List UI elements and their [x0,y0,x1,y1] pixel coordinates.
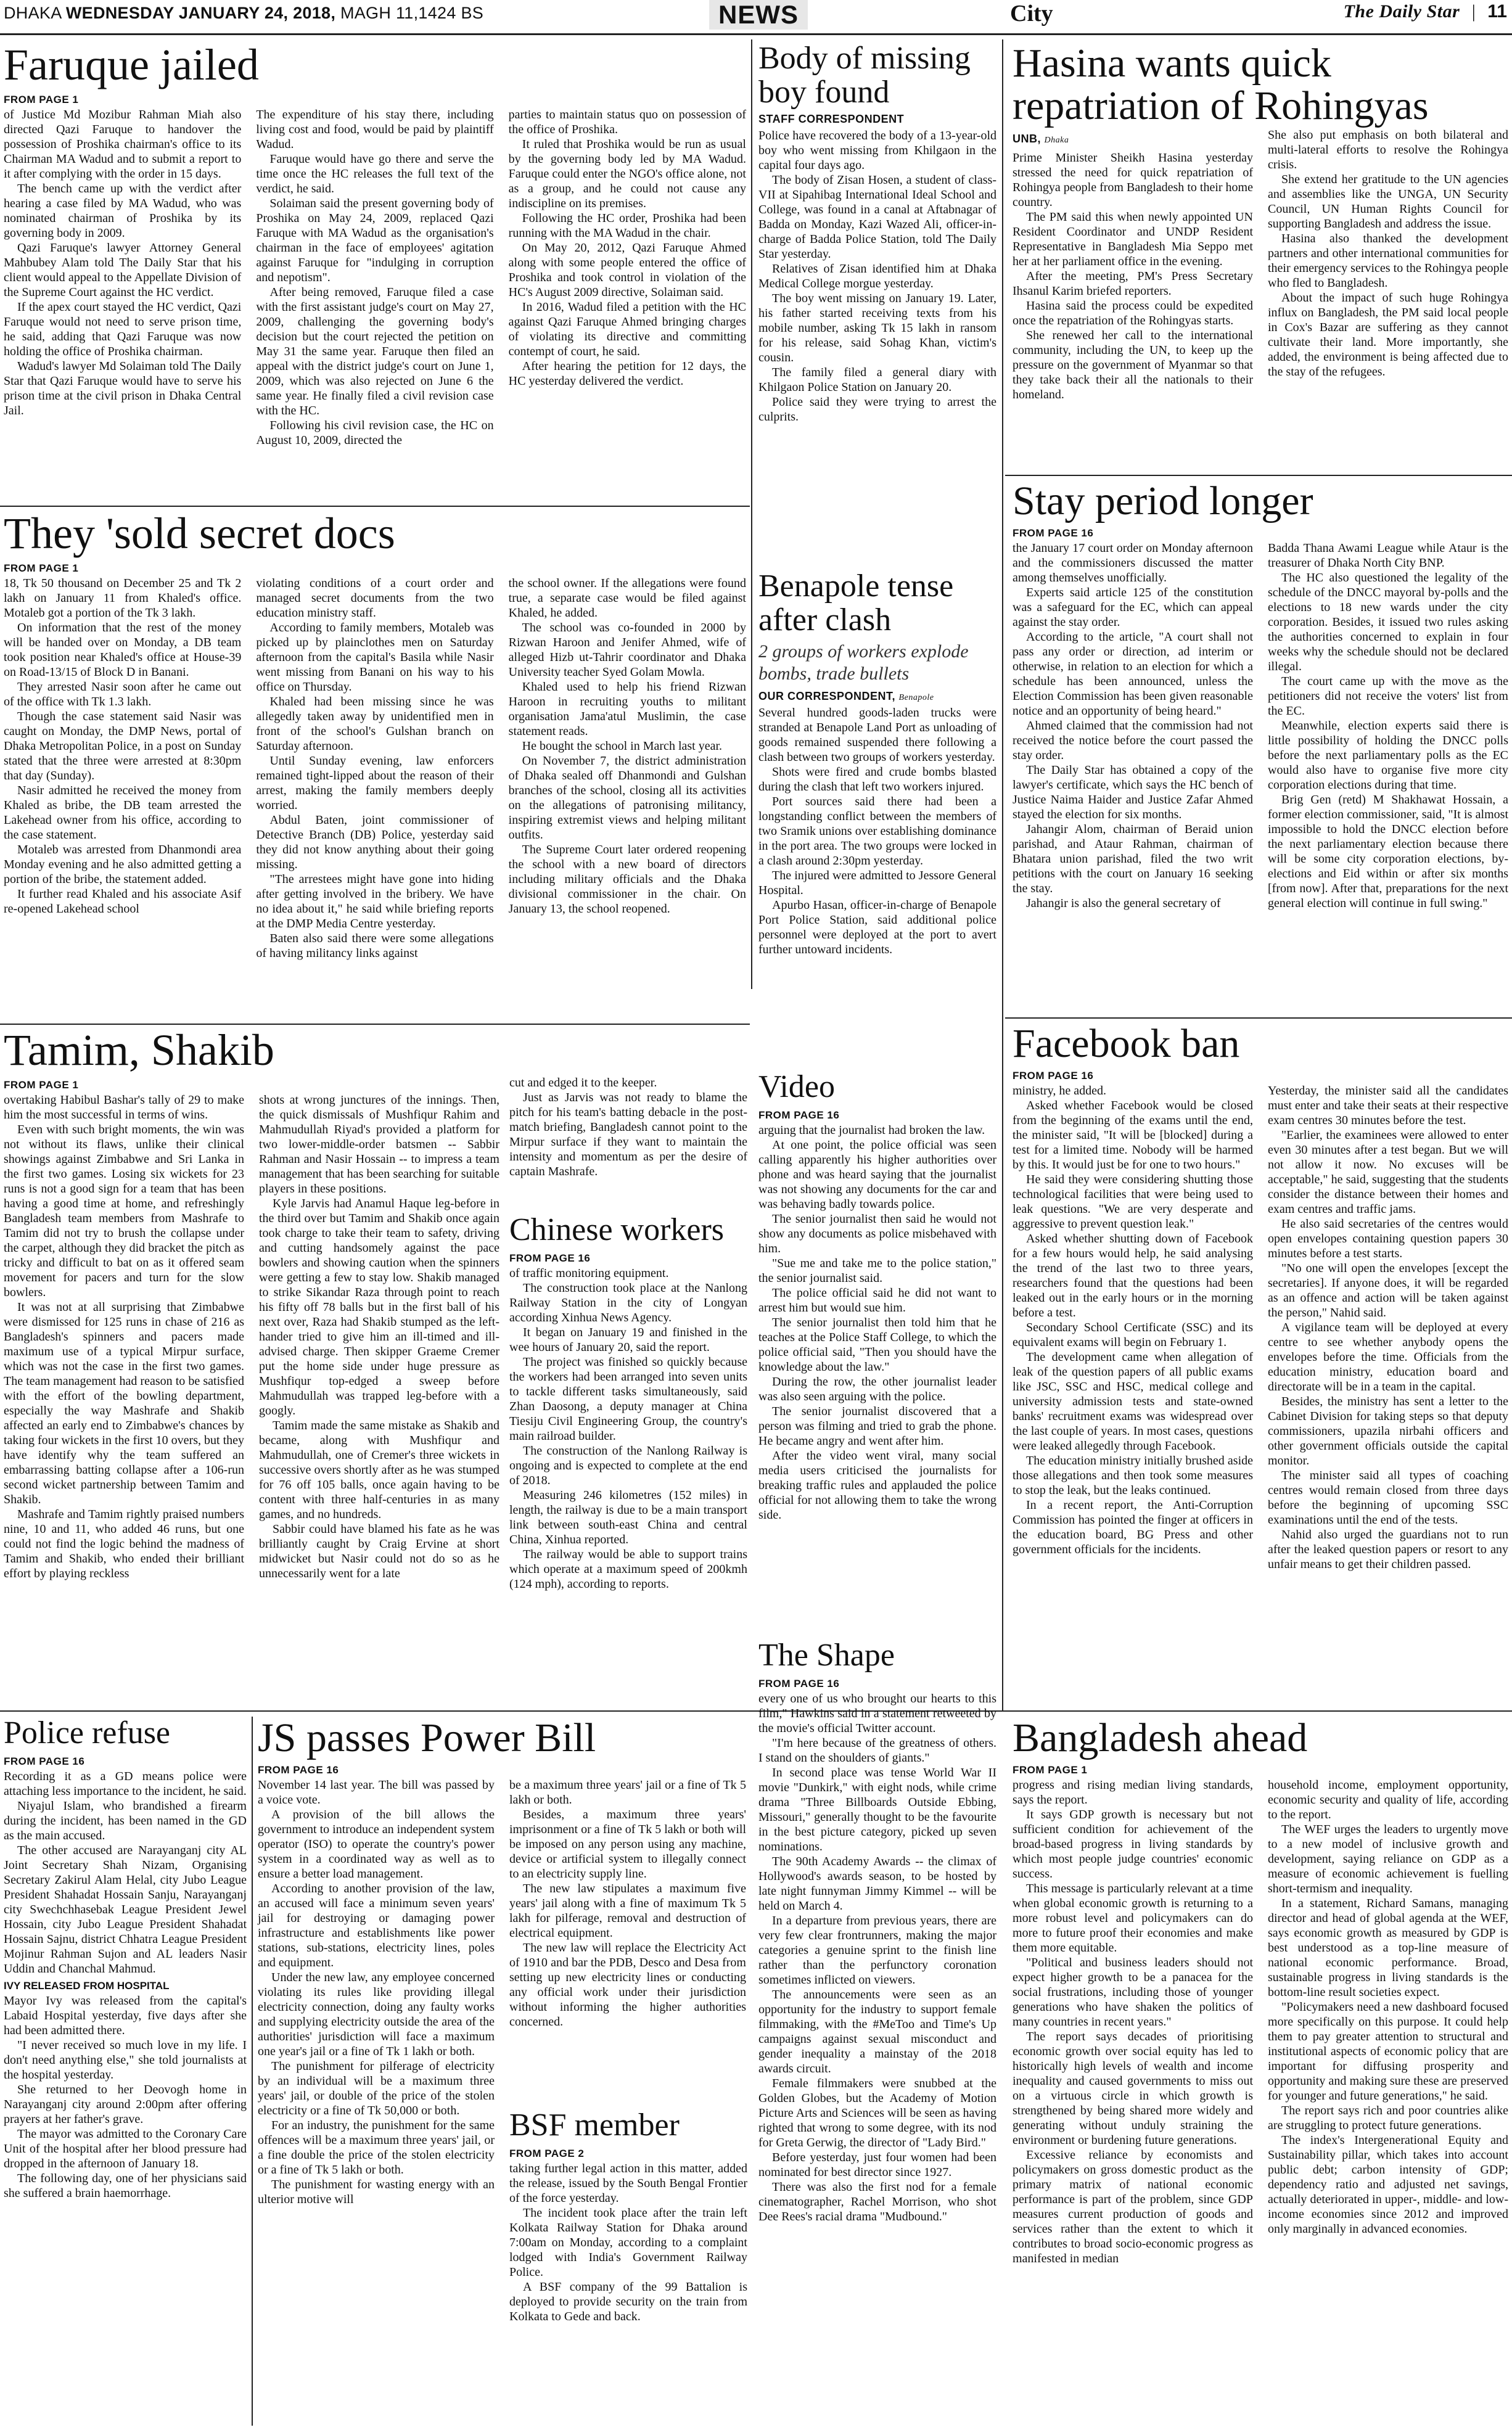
subsection-label: City [1010,1,1053,27]
paragraph: the school owner. If the allegations were found true, a separate case would be filed against Khaled, he added. [508,576,746,620]
headline: Hasina wants quick repatriation of Rohingyas [1013,41,1429,129]
column-rule-3 [252,1717,253,2426]
story-rule [1005,475,1512,476]
paragraph: Ahmed claimed that the commission had not received the notice before the court passed the stay order. [1013,719,1253,763]
paragraph: Yesterday, the minister said all the candidates must enter and take their seats at their respective exam centres 30 minutes before the test. [1268,1084,1508,1128]
paragraph: This message is particularly relevant at a time when global economic growth is returning to a more robust level and policymakers can do more to future proof their economies and make them more equitable. [1013,1882,1253,1955]
kicker: FROM PAGE 16 [1013,1070,1094,1082]
byline-name: UNB, [1013,132,1041,145]
story-sold-secret-docs [4,511,746,961]
paragraph: Besides, the ministry has sent a letter to the Cabinet Division for taking steps so that deputy commissioners, upazila nirbahi officers and other government officials outside the capital monitor. [1268,1395,1508,1468]
story-faruque-jailed [4,42,746,448]
paragraph: On information that the rest of the money will be handed over on Monday, a DB team took position near Khaled's office at House-39 on Road-13/15 of Block D in Banani. [4,620,242,679]
column [4,1979,247,1993]
paragraph: Asked whether shutting down of Facebook for a few hours would help, he said analysing the trend of the last two to three years, researchers found that the questions had been leaked out in the early hours or in the morning before a test. [1013,1232,1253,1320]
masthead-dateline [4,4,483,23]
paragraph: Under the new law, any employee concerned violating its rules like providing illegal electricity connection, doing any faulty works and supplying electricity outside the area of the authorities' jurisdiction will face a maximum one year's jail or a fine of Tk 1 lakh or both. [258,1971,495,2059]
paragraph: The HC also questioned the legality of the schedule of the DNCC mayoral by-polls and the elections to 18 new wards under the city corporation. Besides, it issued two rules asking the authorities concerned to explain in four weeks why the schedule should not be declared illegal. [1268,571,1508,674]
paragraph: It began on January 19 and finished in the wee hours of January 20, said the report. [509,1325,747,1354]
paragraph: The education ministry initially brushed aside those allegations and then took some measures to stop the leak, but the leaks continued. [1013,1454,1253,1498]
paragraph: During the row, the other journalist leader was also seen arguing with the police. [758,1374,996,1403]
paragraph: arguing that the journalist had broken the law. [758,1123,985,1137]
story-chinese-workers [509,1213,747,1591]
headline: Police refuse [4,1715,171,1751]
paragraph: Recording it as a GD means police were attaching less importance to the incident, he said. [4,1769,247,1798]
paragraph: 18, Tk 50 thousand on December 25 and Tk 2 lakh on January 11 from Khaled's office. Motaleb got a portion of the Tk 3 lakh. [4,576,242,620]
paragraph: "I never received so much love in my life. I don't need anything else," she told journalists at the hospital yesterday. [4,2038,247,2082]
paragraph: She also put emphasis on both bilateral and multi-lateral efforts to resolve the Rohingya crisis. [1268,128,1508,171]
paragraph: Following his civil revision case, the HC on August 10, 2009, directed the [256,418,494,447]
paragraph: The index's Intergenerational Equity and Sustainability pillar, which takes into account public debt; carbon intensity of GDP; dependency ratio and adjusted net savings, actually deteriorated in upper-, middle- and low-income economies since 2012 and improved only marginally in advanced economies. [1268,2133,1508,2236]
story-hasina-rohingyas [1013,42,1508,402]
kicker: FROM PAGE 1 [4,93,79,105]
column [1013,1083,1253,1572]
byline [1013,131,1253,148]
story-rule [0,506,750,507]
paragraph: Qazi Faruque's lawyer Attorney General Mahbubey Alam told The Daily Star that his client would appeal to the Appellate Division of the Supreme Court against the HC verdict. [4,240,242,299]
paragraph: The court came up with the move as the petitioners did not receive the voters' list from the EC. [1268,675,1508,718]
masthead-date: WEDNESDAY JANUARY 24, 2018, [65,4,336,22]
story-the-shape [758,1639,996,2224]
paragraph: The minister said all types of coaching centres would remain closed from three days before the beginning of upcoming SSC examinations until the end of the tests. [1268,1469,1508,1527]
column-body [1013,150,1253,402]
paragraph: Shots were fired and crude bombs blasted during the clash that left two workers injured. [758,765,996,794]
paragraph: ministry, he added. [1013,1084,1107,1098]
paragraph: If the apex court stayed the HC verdict, Qazi Faruque would not need to serve prison time, he said, adding that Qazi Faruque was now holding the office of Proshika chairman. [4,300,242,358]
paragraph: Besides, a maximum three years' imprisonment or a fine of Tk 5 lakh or both will be imposed on any person using any machine, device or artificial system to illegally connect to an electricity supply line. [509,1808,747,1881]
section-label: NEWS [709,0,808,30]
paragraph: Faruque would have go there and serve the time once the HC releases the full text of the verdict, he said. [256,152,494,195]
paragraph: the January 17 court order on Monday afternoon and the commissioners discussed the matter among themselves unofficially. [1013,541,1253,585]
paragraph: In 2016, Wadud filed a petition with the HC against Qazi Faruque Ahmed bringing charges of violating its directive and committing contempt of court, he said. [508,300,746,358]
story-columns [1013,128,1508,402]
byline-name: OUR CORRESPONDENT, [758,690,896,703]
paragraph: Khaled used to help his friend Rizwan Haroon in recruiting youths to militant organisation Jama'atul Muslimin, the case statement reads. [508,679,746,738]
paragraph: In a departure from previous years, there are very few clear frontrunners, making the major categories a genuine sprint to the finish line rather than the perfunctory coronation sometimes inflicted on viewers. [758,1913,996,1987]
paragraph: Even with such bright moments, the win was not without its flaws, unlike their clinical showings against Zimbabwe and Sri Lanka in the first two games. Losing six wickets for 23 runs is not a good sign for a team that has been having a good time at home, and refreshingly Bangladesh team members from Mashrafe to Tamim did not try to brush the collapse under the carpet, although they did bracket the pitch as tricky and difficult to bat on as it offered seam movement for pacers and turn for the slow bowlers. [4,1122,244,1299]
story-tamim-shakib-cont [509,1075,747,1179]
paragraph: Though the case statement said Nasir was caught on Monday, the DMP News, portal of Dhaka Metropolitan Police, in a post on Sunday stated that the three were arrested at 8:30pm that day (Sunday). [4,709,242,782]
paragraph: parties to maintain status quo on possession of the office of Proshika. [508,107,746,136]
column [1268,1083,1508,1572]
paragraph: Nahid also urged the guardians not to run after the leaked question papers or resort to any unfair means to get their children passed. [1268,1528,1508,1572]
paragraph: In second place was tense World War II movie "Dunkirk," with eight nods, while crime drama "Three Billboards Outside Ebbing, Missouri," generally thought to be the favourite in the best picture category, picked up seven nominations. [758,1765,996,1853]
headline: Facebook ban [1013,1021,1240,1066]
paragraph: He also said secretaries of the centres would open envelopes containing question papers 30 minutes before a test starts. [1268,1217,1508,1261]
paragraph: The construction took place at the Nanlong Railway Station in the city of Longyan according Xinhua News Agency. [509,1281,747,1324]
column [1268,128,1508,402]
kicker: FROM PAGE 2 [509,2147,585,2159]
paragraph: taking further legal action in this matter, added the release, issued by the South Bengal Frontier of the force yesterday. [509,2161,747,2205]
paragraph: of Justice Md Mozibur Rahman Miah also directed Qazi Faruque to handover the possession of Proshika chairman's office to its Chairman MA Wadud and to submit a report to it after complying with the order in 15 days. [4,107,242,181]
column [758,1691,996,2224]
paragraph: On November 7, the district administration of Dhaka sealed off Dhanmondi and Gulshan branches of the school, closing all its activities on the allegations of patronising militancy, inspiring extremist views and helping militant outfits. [508,753,746,842]
paragraph: Mayor Ivy was released from the capital's Labaid Hospital yesterday, five days after she had been admitted there. [4,1993,247,2037]
paragraph: It was not at all surprising that Zimbabwe were dismissed for 125 runs in chase of 216 as Bangladesh's spinners and pacers made maximum use of a typical Mirpur surface, which was not the case in the first two games. The team management had reason to be satisfied with the effort of the bowling department, especially the way Mashrafe and Shakib affected an early end to Zimbabwe's chances by taking four wickets in the first 10 overs, but they have identify why the team suffered an embarrassing batting collapse after a 106-run second wicket partnership between Tamim and Shakib. [4,1300,244,1506]
paragraph: every one of us who brought our hearts to this film," Hawkins said in a statement retweeted by the movie's official Twitter account. [758,1691,996,1735]
masthead-bangla-date: MAGH 11,1424 BS [340,4,484,22]
kicker: FROM PAGE 1 [4,1078,79,1091]
byline: STAFF CORRESPONDENT [758,113,905,126]
paragraph: Secondary School Certificate (SSC) and its equivalent exams will begin on February 1. [1013,1321,1253,1350]
paragraph: The new law stipulates a maximum five years' jail along with a fine of maximum Tk 5 lakh for pilferage, removal and destruction of electrical equipment. [509,1882,746,1940]
story-bangladesh-ahead [1013,1717,1508,2266]
deck: 2 groups of workers explode bombs, trade bullets [758,641,969,684]
paragraph: be a maximum three years' jail or a fine of Tk 5 lakh or both. [509,1778,746,1807]
story-columns [4,1093,499,1581]
paragraph: Niyajul Islam, who brandished a firearm during the incident, has been named in the GD as the main accused. [4,1799,247,1842]
paragraph: Motaleb was arrested from Dhanmondi area Monday evening and he also admitted getting a portion of the bribe, the statement added. [4,842,242,886]
column-rule-1 [751,39,752,989]
paragraph: On May 20, 2012, Qazi Faruque Ahmed along with some people entered the office of Proshika and took control in violation of the HC's August 2009 directive, Solaiman said. [508,240,746,299]
paragraph: There was also the first nod for a female cinematographer, Rachel Morrison, who shot Dee Rees's racial drama "Mudbound." [758,2180,996,2223]
paragraph: Female filmmakers were snubbed at the Golden Globes, but the Academy of Motion Picture Arts and Sciences will be seen as having righted that wrong to some degree, with its nod for Greta Gerwig, the director of "Lady Bird." [758,2076,996,2149]
paragraph: The announcements were seen as an opportunity for the industry to support female filmmaking, with the #MeToo and Time's Up campaigns against sexual misconduct and gender inequality a mainstay of the 2018 awards circuit. [758,1987,996,2075]
paragraph: Asked whether Facebook would be closed from the beginning of the exams until the end, the minister said, "It will be [blocked] during a test for a limited time. Nobody will be harmed by this. It would just be for one to two hours." [1013,1099,1253,1172]
paragraph: Excessive reliance by economists and policymakers on gross domestic product as the primary matrix of national economic performance is part of the problem, since GDP measures current production of goods and services rather than the extent to which it contributes to broad socio-economic progress as manifested in median [1013,2148,1253,2266]
paragraph: The injured were admitted to Jessore General Hospital. [758,869,996,898]
column [1268,541,1508,911]
story-rule [1005,1017,1512,1019]
masthead-separator: | [1471,1,1476,22]
paragraph: overtaking Habibul Bashar's tally of 29 to make him the most successful in terms of wins. [4,1093,244,1122]
paragraph: "Policymakers need a new dashboard focused more specifically on this purpose. It could help them to pay greater attention to structural and institutional aspects of economic policy that are important for diffusing prosperity and opportunity and making sure these are preserved for younger and future generations," he said. [1268,2000,1508,2103]
byline-place: Dhaka [1044,135,1069,145]
masthead [0,0,1512,35]
paragraph: Hasina said the process could be expedited once the repatriation of the Rohingyas starts. [1013,298,1253,327]
headline: Bangladesh ahead [1013,1715,1308,1760]
paragraph: According to family members, Motaleb was picked up by plainclothes men on Saturday afternoon from the capital's Basila while Nasir went missing from Banani on his way to his office on Thursday. [256,620,494,694]
paragraph: The 90th Academy Awards -- the climax of Hollywood's awards season, to be hosted by late night funnyman Jimmy Kimmel -- will be held on March 4. [758,1854,996,1913]
kicker: FROM PAGE 1 [1013,1764,1088,1776]
paragraph: The PM said this when newly appointed UN Resident Coordinator and UNDP Resident Representative in Bangladesh Mia Seppo met her at her parliament office in the evening. [1013,210,1253,268]
story-stay-period [1013,480,1508,911]
story-columns [4,107,746,448]
paragraph: In a statement, Richard Samans, managing director and head of global agenda at the WEF, says economic growth as measured by GDP is best understood as a top-line measure of national economic performance. Broad, sustainable progress in living standards is the bottom-line result societies expect. [1268,1897,1508,2000]
paragraph: The development came when allegation of leak of the question papers of all public exams like JSC, SSC and HSC, medical college and university admission tests and state-owned banks' recruitment exams was widespread over the last couple of years. In most cases, questions were leaked allegedly through Facebook. [1013,1350,1253,1453]
paragraph: The senior journalist discovered that a person was filming and tried to grab the phone. He became angry and went after him. [758,1404,996,1448]
column [509,107,746,448]
paragraph: Apurbo Hasan, officer-in-charge of Benapole Port Police Station, said additional police personnel were deployed at the port to avert further untoward incidents. [758,898,996,957]
masthead-right [1344,1,1507,22]
story-columns [1013,541,1508,911]
paragraph: Measuring 246 kilometres (152 miles) in length, the railway is due to be a main transport link between south-east China and central China, Xinhua reported. [509,1488,747,1546]
column [758,705,996,957]
paragraph: The following day, one of her physicians said she suffered a brain haemorrhage. [4,2171,247,2200]
paragraph: She renewed her call to the international community, including the UN, to keep up the pressure on the government of Myanmar so that they take back their all the nationals to their homeland. [1013,328,1253,401]
byline [758,690,996,703]
paragraph: household income, employment opportunity, economic security and quality of life, according to the report. [1268,1778,1508,1822]
story-missing-boy [758,42,996,424]
paragraph: Abdul Baten, joint commissioner of Detective Branch (DB) Police, yesterday said they did not know anything about their going missing. [256,813,494,871]
paragraph: Just as Jarvis was not ready to blame the pitch for his team's batting debacle in the post-match briefing, Bangladesh cannot point to the Mirpur surface if they want to maintain the intensity and momentum as per the desire of captain Mashrafe. [509,1091,747,1178]
headline: Benapole tense after clash [758,569,954,638]
kicker: FROM PAGE 16 [258,1764,339,1776]
column [258,1778,495,2207]
headline: Body of missing boy found [758,41,971,110]
kicker: FROM PAGE 1 [4,562,79,574]
paragraph: According to another provision of the law, an accused will face a minimum seven years' jail for destroying or damaging power infrastructure and establishments like power stations, sub-stations, electricity lines, poles and equipment. [258,1882,495,1970]
paragraph: Port sources said there had been a longstanding conflict between the members of two Sramik unions over establishing dominance in the port area. The two groups were locked in a clash around 2:30pm yesterday. [758,795,996,868]
column [1013,128,1253,402]
column [1013,1778,1253,2266]
column [4,1993,247,2201]
headline: BSF member [509,2108,680,2143]
headline: The Shape [758,1638,895,1673]
paragraph: Following the HC order, Proshika had been running with the MA Wadud in the chair. [508,211,746,240]
paragraph: "Political and business leaders should not expect higher growth to be a panacea for the social frustrations, including those of younger generations who have shaken the politics of many countries in recent years." [1013,1956,1253,2029]
kicker: FROM PAGE 16 [758,1677,840,1689]
paragraph: Sabbir could have blamed his fate as he was brilliantly caught by Craig Ervine at short midwicket but Nasir could not do so as he unnecessarily went for a late [259,1522,499,1580]
paragraph: Solaiman said the present governing body of Proshika on May 24, 2009, replaced Qazi Faruque with MA Wadud as the organisation's chairman in the face of employees' agitation against Faruque for "indulging in corruption and nepotism". [256,196,494,284]
column [4,1093,244,1581]
column [259,1093,499,1581]
masthead-place: DHAKA [4,4,62,22]
paragraph: After the video went viral, many social media users criticised the journalists for breaking traffic rules and applauded the police official for not allowing them to take the wrong side. [758,1448,996,1522]
story-tamim-shakib [4,1027,499,1581]
paragraph: Nasir admitted he received the money from Khaled as bribe, the DB team arrested the Lakehead owner from his office, according to the case statement. [4,783,242,842]
headline: They 'sold secret docs [4,509,395,558]
headline: Faruque jailed [4,40,259,89]
paragraph: The punishment for pilferage of electricity by an individual will be a maximum three years' jail, or double of the price of the stolen electricity or a fine of Tk 50,000 or both. [258,2059,495,2118]
paragraph: "The arrestees might have gone into hiding after getting involved in the bribery. We have no idea about it," he said while briefing reports at the DMP Media Centre yesterday. [256,872,494,930]
paragraph: They arrested Nasir soon after he came out of the office with Tk 1.3 lakh. [4,679,242,708]
paragraph: "Earlier, the examinees were allowed to enter even 30 minutes after a test began. But we will not allow it now. No excuses will be acceptable," he said, suggesting that the students consider the distance between their homes and exam centres and traffic jams. [1268,1128,1508,1217]
column [758,1123,996,1522]
paragraph: Baten also said there were some allegations of having militancy links against [256,931,494,960]
column [509,1075,747,1179]
paragraph: A provision of the bill allows the government to introduce an independent system operator (ISO) to operate the country's power system in a coordinated way as well as to ensure a better load management. [258,1808,495,1881]
paragraph: Prime Minister Sheikh Hasina yesterday stressed the need for quick repatriation of Rohingya people from Bangladesh to their home country. [1013,150,1253,209]
column [509,2161,747,2324]
column [4,576,241,961]
paragraph: He said they were considering shutting those technological facilities that were being used to leak questions. "We are very desperate and aggressive to prevent question leak." [1013,1173,1253,1231]
headline: Chinese workers [509,1212,725,1247]
paragraph: "Sue me and take me to the police station," the senior journalist said. [758,1256,996,1285]
paragraph: Until Sunday evening, law enforcers remained tight-lipped about the reason of their arrest, making the family members deeply worried. [256,753,494,812]
paragraph: "No one will open the envelopes [except the secretaries]. If anyone does, it will be regarded as an offence and action will be taken against the person," Nahid said. [1268,1262,1508,1320]
paragraph: Meanwhile, election experts said there is little possibility of holding the DNCC polls before the next parliamentary polls as the EC would also have to organise five more city corporation elections during that time. [1268,719,1508,792]
paragraph: About the impact of such huge Rohingya influx on Bangladesh, the PM said local people in Cox's Bazar are suffering as they cannot cultivate their land. More importantly, she added, the environment is being affected due to the stay of the refugees. [1268,290,1508,379]
paragraph: It says GDP growth is necessary but not sufficient condition for achievement of the broad-based progress in living standards by which most people judge countries' economic success. [1013,1808,1253,1881]
story-rule [0,1024,750,1025]
paragraph: The new law will replace the Electricity Act of 1910 and bar the PDB, Desco and Desa from setting up new electricity lines or conducting any official work under their jurisdiction without informing the higher authorities concerned. [509,1941,746,2029]
story-video [758,1070,996,1522]
paragraph: Before yesterday, just four women had been nominated for best director since 1927. [758,2150,996,2179]
story-columns [4,576,746,961]
paragraph: For an industry, the punishment for the same offences will be a maximum three years' jail, or a fine double the price of the stolen electricity or a fine of Tk 5 lakh or both. [258,2119,495,2177]
paragraph: The WEF urges the leaders to urgently move to a new model of inclusive growth and development, saying reliance on GDP as a measure of economic achievement is fuelling short-termism and inequality. [1268,1823,1508,1896]
column-rule-2 [1002,39,1003,1710]
page-number: 11 [1487,1,1507,22]
paragraph: Jahangir is also the general secretary of [1026,897,1221,911]
paragraph: violating conditions of a court order and managed secret documents from the two education ministry staff. [256,576,494,620]
headline: Stay period longer [1013,478,1313,523]
story-rule [0,1710,1512,1712]
kicker: FROM PAGE 16 [758,1109,840,1121]
paragraph: shots at wrong junctures of the innings. Then, the quick dismissals of Mushfiqur Rahim and Mahmudullah Riyad's provided a platform for two lower-middle-order batsmen -- Sabbir Rahman and Nasir Hossain -- to impress a team management that has been searching for suitable players in these positions. [259,1093,499,1196]
paragraph: Police have recovered the body of a 13-year-old boy who went missing from Khilgaon in the capital four days ago. [758,129,996,173]
story-columns [1013,1083,1508,1572]
story-columns [1013,1778,1508,2266]
column [509,1266,747,1591]
column [1268,1778,1508,2266]
paragraph: After being removed, Faruque filed a case with the first assistant judge's court on May 27, 2009, challenging the governing body's decision but the court rejected the petition on May 31 the same year. Faruque then filed an appeal with the district judge's court on June 1, 2009, which was also rejected on June 6 the same year. He finally filed a civil revision case with the HC. [256,285,494,417]
paragraph: The report says decades of prioritising economic growth over social equity has led to historically high levels of wealth and income inequality and caused governments to miss out on a virtuous circle in which growth is strengthened by being shared more widely and generating without unduly straining the environment or burdening future generations. [1013,2030,1253,2148]
paragraph: The body of Zisan Hosen, a student of class-VII at Sipahibag International Ideal School and College, was found in a canal at Aftabnagar of Badda on Monday, Kazi Wazed Ali, officer-in-charge of Badda Police Station, told The Daily Star yesterday. [758,173,996,261]
paragraph: The other accused are Narayanganj city AL Joint Secretary Shah Nizam, Organising Secretary Zakirul Alam Helal, city Jubo League President Shahadat Hossain Sanju, Narayanganj city Swechchhasebak League President Jewel Hossain, city Jubo League President Shahadat Hossain Sajnu, district Chhatra League President Mojinur Rahman Sujon and AL leaders Nasir Uddin and Chanchal Mahmud. [4,1843,247,1976]
column [758,128,996,424]
paragraph: According to the article, "A court shall not pass any order or direction, ad interim or otherwise, in relation to an election for which a schedule has been announced, unless the Election Commission has been given reasonable notice and an opportunity of being heard." [1013,630,1253,718]
paragraph: A vigilance team will be deployed at every centre to see whether anybody opens the envelopes before the time. Officials from the education ministry, education board and directorate will be in a team in the capital. [1268,1321,1508,1394]
column [509,576,746,961]
paragraph: The mayor was admitted to the Coronary Care Unit of the hospital after her blood pressure had dropped in the afternoon of January 18. [4,2127,247,2170]
paragraph: Hasina also thanked the development partners and other international communities for their emergency services to the Rohingya people who fled to Bangladesh. [1268,231,1508,290]
paragraph: The senior journalist then told him that he teaches at the Police Staff College, to which the police official said, "Then you should have the knowledge about the law." [758,1315,996,1374]
story-police-refuse [4,1717,247,2201]
paragraph: The family filed a general diary with Khilgaon Police Station on January 20. [758,366,996,395]
paragraph: The Supreme Court later ordered reopening the school with a new board of directors including military officials and the Dhaka divisional commissioner in the chair. On January 13, the school reopened. [508,842,746,916]
paragraph: The project was finished so quickly because the workers had been arranged into seven units to tackle different tasks simultaneously, said Zhan Daosong, a deputy manager at China Tiesiju Civil Engineering Group, the country's main railroad builder. [509,1355,747,1443]
paragraph: Tamim made the same mistake as Shakib and became, along with Mushfiqur and Mahmudullah, one of Cremer's three wickets in successive overs shortly after as he was stumped for 76 off 105 balls, once again having to be content with three half-centuries in as many games, and no hundreds. [259,1418,499,1521]
story-bsf-member [509,2109,747,2324]
paragraph: The school was co-founded in 2000 by Rizwan Haroon and Jenifer Ahmed, wife of alleged Hizb ut-Tahrir coordinator and Dhaka University teacher Syed Golam Mowla. [508,620,746,679]
paragraph: The Daily Star has obtained a copy of the lawyer's certificate, which says the HC bench of Justice Naima Haider and Justice Zafar Ahmed stayed the election for six months. [1013,763,1253,822]
paragraph: Relatives of Zisan identified him at Dhaka Medical College morgue yesterday. [758,262,996,291]
paragraph: A BSF company of the 99 Battalion is deployed to provide security on the train from Kolkata to Gede and back. [509,2280,747,2323]
paragraph: Wadud's lawyer Md Solaiman told The Daily Star that Qazi Faruque would have to serve his prison time at the civil prison in Dhaka Central Jail. [4,359,242,417]
paragraph: Jahangir Alom, chairman of Beraid union parishad, and Ataur Rahman, chairman of Bhatara union parishad, filed the two writ petitions with the court on January 16 seeking the stay. [1013,823,1253,896]
headline: Tamim, Shakib [4,1025,274,1075]
paragraph: Experts said article 125 of the constitution was a safeguard for the EC, which can appeal against the stay order. [1013,586,1253,630]
paragraph: It further read Khaled and his associate Asif re-opened Lakehead school [4,887,242,916]
kicker: FROM PAGE 16 [4,1755,85,1767]
paragraph: Khaled had been missing since he was allegedly taken away by unidentified men in front of the school's Gulshan branch on Saturday afternoon. [256,694,494,753]
paragraph: After hearing the petition for 12 days, the HC yesterday delivered the verdict. [508,359,746,388]
paragraph: He bought the school in March last year. [522,739,723,753]
paragraph: She returned to her Deovogh home in Narayanganj city around 2:00pm after offering prayers at her father's grave. [4,2082,247,2126]
paragraph: Badda Thana Awami League while Ataur is the treasurer of Dhaka North City BNP. [1268,541,1508,570]
paragraph: progress and rising median living standards, says the report. [1013,1778,1253,1807]
paragraph: Mashrafe and Tamim rightly praised numbers nine, 10 and 11, who added 46 runs, but one could not find the logic behind the madness of Tamim and Shakib, who ended their brilliant effort by playing reckless [4,1507,244,1580]
paragraph: The senior journalist then said he would not show any documents as police misbehaved with him. [758,1212,996,1255]
kicker: FROM PAGE 16 [1013,527,1094,540]
paragraph: Several hundred goods-laden trucks were stranded at Benapole Land Port as unloading of goods remained suspended there following a clash between two groups of workers yesterday. [758,706,996,765]
column [1013,541,1253,911]
paragraph: Police said they were trying to arrest the culprits. [758,395,996,424]
paragraph: She extend her gratitude to the UN agencies and assemblies like the UNGA, UN Security Council, UN Human Rights Council for supporting Bangladesh and address the issue. [1268,172,1508,231]
paragraph: In a recent report, the Anti-Corruption Commission has pointed the finger at officers in the education board, BG Press and other government officials for the incidents. [1013,1498,1253,1557]
paragraph: of traffic monitoring equipment. [509,1266,669,1280]
paragraph: The punishment for wasting energy with an ulterior motive will [258,2178,495,2207]
column [4,107,241,448]
paragraph: The boy went missing on January 19. Later, his father started receiving texts from his mobile number, asking Tk 15 lakh in ransom for his release, said Sohag Khan, victim's cousin. [758,292,996,365]
column [4,1769,247,1976]
paragraph: The railway would be able to support trains which operate at a maximum speed of 200kmh (124 mph), according to reports. [509,1547,747,1591]
paragraph: The construction of the Nanlong Railway is ongoing and is expected to complete at the end of 2018. [509,1443,747,1487]
paragraph: The police official said he did not want to arrest him but would sue him. [758,1286,996,1315]
paragraph: The report says rich and poor countries alike are struggling to protect future generations. [1268,2104,1508,2133]
column [256,576,493,961]
story-facebook-ban [1013,1022,1508,1572]
story-benapole-tense [758,570,996,957]
kicker: FROM PAGE 16 [509,1252,591,1264]
newspaper-logo: The Daily Star [1343,1,1460,22]
headline: Video [758,1069,835,1104]
paragraph: The expenditure of his stay there, including living cost and food, would be paid by plaintiff Wadud. [256,107,494,151]
subheading: IVY RELEASED FROM HOSPITAL [4,1979,170,1992]
column [256,107,493,448]
byline-place: Benapole [898,693,934,703]
paragraph: "I'm here because of the greatness of others. I stand on the shoulders of giants." [758,1736,996,1765]
headline: JS passes Power Bill [258,1715,596,1760]
paragraph: cut and edged it to the keeper. [509,1076,657,1090]
paragraph: November 14 last year. The bill was passed by a voice vote. [258,1778,495,1807]
paragraph: The bench came up with the verdict after hearing a case filed by MA Wadud, who was nominated chairman of Proshika by its governing body in 2009. [4,181,242,240]
paragraph: It ruled that Proshika would be run as usual by the governing body led by MA Wadud. Faruque could enter the NGO's office alone, not as a group, and he could not cause any indiscipline on its premises. [508,137,746,210]
paragraph: Kyle Jarvis had Anamul Haque leg-before in the third over but Tamim and Shakib once again took charge to take their team to safety, driving and cutting handsomely against the pace bowlers and showing caution when the spinners were getting a few to stay low. Shakib managed to strike Sikandar Raza through point to reach his fifty off 78 balls but in the first ball of his next over, Raza had Shakib stumped as the left-hander tried to give him an ill-timed and ill-advised charge. Then skipper Graeme Cremer put the home side under huge pressure as Mushfiqur top-edged a sweep before Mahmudullah was trapped leg-before with a googly. [259,1196,499,1418]
paragraph: Brig Gen (retd) M Shakhawat Hossain, a former election commissioner, said, "It is almost impossible to hold the DNCC election before the next parliamentary election because there will be some city corporation elections, by-elections and Eid within or after six months [from now]. After that, preparations for the next general election will continue in full swing." [1268,793,1508,911]
paragraph: At one point, the police official was seen calling apparently his higher authorities over phone and was heard saying that the journalist was not showing any documents for the car and was behaving badly towards police. [758,1138,996,1211]
paragraph: The incident took place after the train left Kolkata Railway Station for Dhaka around 7:00am on Monday, according to a complaint lodged with India's Government Railway Police. [509,2206,747,2279]
paragraph: After the meeting, PM's Press Secretary Ihsanul Karim briefed reporters. [1013,269,1253,298]
